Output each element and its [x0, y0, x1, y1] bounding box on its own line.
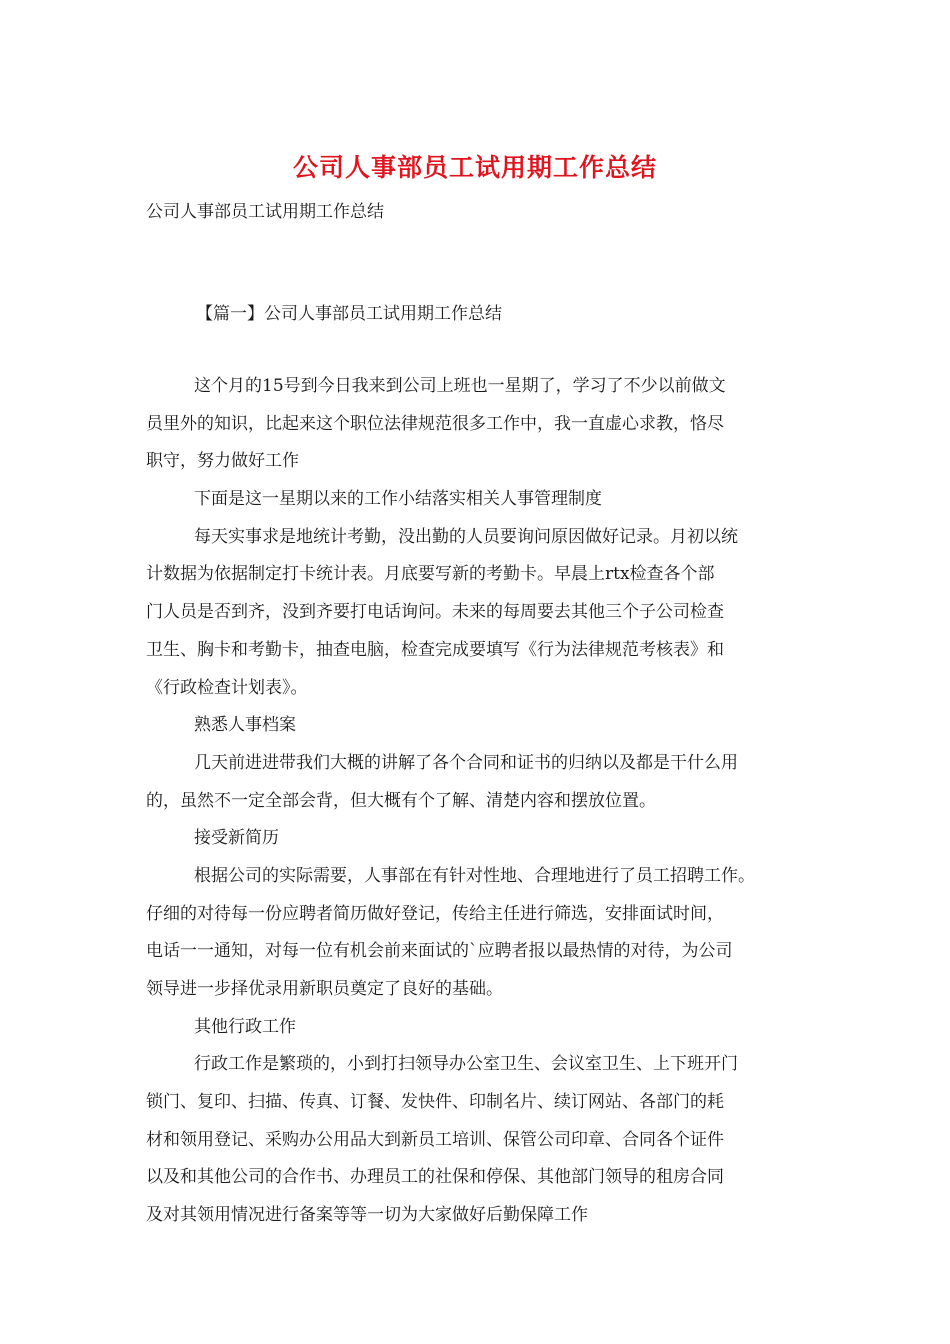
text-line: 职守，努力做好工作	[146, 451, 299, 472]
text-line: 卫生、胸卡和考勤卡，抽查电脑，检查完成要填写《行为法律规范考核表》和	[146, 639, 724, 660]
text-line: 根据公司的实际需要，人事部在有针对性地、合理地进行了员工招聘工作。	[194, 865, 755, 886]
text-line: 及对其领用情况进行备案等等一切为大家做好后勤保障工作	[146, 1205, 588, 1226]
text-line: 《行政检查计划表》。	[146, 677, 308, 698]
text-line: 员里外的知识，比起来这个职位法律规范很多工作中，我一直虚心求教，恪尽	[146, 413, 724, 434]
text-line: 行政工作是繁琐的，小到打扫领导办公室卫生、会议室卫生、上下班开门	[194, 1054, 738, 1075]
document-subtitle: 公司人事部员工试用期工作总结	[146, 202, 384, 222]
text-line: 材和领用登记、采购办公用品大到新员工培训、保管公司印章、合同各个证件	[146, 1129, 724, 1150]
text-line: 领导进一步择优录用新职员奠定了良好的基础。	[146, 979, 503, 999]
text-line: 计数据为依据制定打卡统计表。月底要写新的考勤卡。早晨上rtx检查各个部	[146, 564, 715, 585]
text-line: 的，虽然不一定全部会背，但大概有个了解、清楚内容和摆放位置。	[146, 790, 656, 811]
text-line: 每天实事求是地统计考勤，没出勤的人员要询问原因做好记录。月初以统	[194, 526, 738, 547]
text-line: 接受新简历	[194, 828, 279, 849]
text-line: 这个月的15号到今日我来到公司上班也一星期了，学习了不少以前做文	[194, 376, 726, 396]
text-line: 电话一一通知，对每一位有机会前来面试的`应聘者报以最热情的对待，为公司	[146, 941, 733, 962]
text-line: 锁门、复印、扫描、传真、订餐、发快件、印制名片、续订网站、各部门的耗	[146, 1092, 724, 1113]
text-line: 以及和其他公司的合作书、办理员工的社保和停保、其他部门领导的租房合同	[146, 1167, 724, 1188]
text-line: 其他行政工作	[194, 1016, 296, 1037]
document-title: 公司人事部员工试用期工作总结	[292, 153, 657, 182]
text-line: 门人员是否到齐，没到齐要打电话询问。未来的每周要去其他三个子公司检查	[146, 602, 724, 623]
text-line: 下面是这一星期以来的工作小结落实相关人事管理制度	[194, 489, 602, 510]
body-text	[146, 368, 826, 1235]
text-line: 几天前进进带我们大概的讲解了各个合同和证书的归纳以及都是干什么用	[194, 752, 738, 773]
text-line: 仔细的对待每一份应聘者简历做好登记，传给主任进行筛选，安排面试时间，	[146, 903, 724, 924]
text-line: 熟悉人事档案	[194, 715, 296, 736]
section-heading: 【篇一】公司人事部员工试用期工作总结	[196, 304, 502, 324]
